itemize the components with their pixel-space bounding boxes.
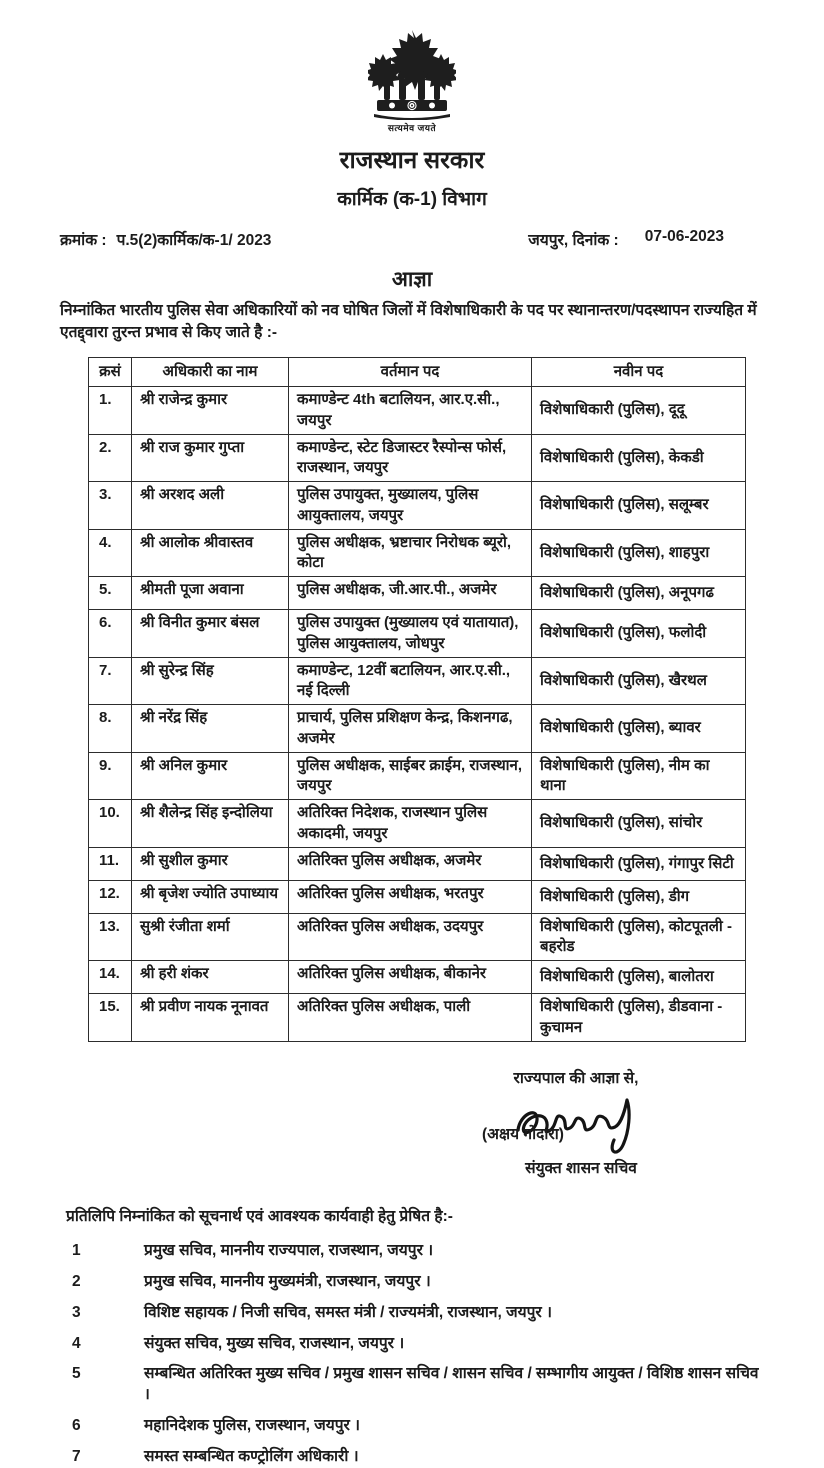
table-row [89, 577, 746, 610]
row-officer-name: श्री राजेन्द्र कुमार [132, 387, 289, 435]
row-new-post: विशेषाधिकारी (पुलिस), फलोदी [532, 610, 746, 658]
row-current-post: प्राचार्य, पुलिस प्रशिक्षण केन्द्र, किशनगढ, अजमेर [289, 705, 532, 753]
row-officer-name: श्री राज कुमार गुप्ता [132, 434, 289, 482]
government-title: राजस्थान सरकार [339, 147, 485, 174]
emblem-wrap [60, 28, 764, 120]
order-intro-paragraph: निम्नांकित भारतीय पुलिस सेवा अधिकारियों को नव घोषित जिलों में विशेषाधिकारी के पद पर स्थानान्तरण/पदस्थापन राज्यहित में एतद्द्वारा तुरन्त प्रभाव से किए जाते है :- [60, 302, 757, 341]
row-new-post: विशेषाधिकारी (पुलिस), अनूपगढ [532, 577, 746, 610]
table-row [89, 387, 746, 435]
table-row [89, 994, 746, 1042]
row-sno: 8. [89, 705, 132, 753]
row-current-post: पुलिस अधीक्षक, भ्रष्टाचार निरोधक ब्यूरो, कोटा [289, 529, 532, 577]
list-item [72, 1241, 764, 1262]
col-header-current-post: वर्तमान पद [289, 358, 532, 387]
row-new-post: विशेषाधिकारी (पुलिस), कोटपूतली - बहरोड [532, 913, 746, 961]
table-row [89, 529, 746, 577]
row-new-post: विशेषाधिकारी (पुलिस), सांचोर [532, 800, 746, 848]
row-officer-name: श्री सुरेन्द्र सिंह [132, 657, 289, 705]
item-text: सम्बन्धित अतिरिक्त मुख्य सचिव / प्रमुख शासन सचिव / शासन सचिव / सम्भागीय आयुक्त / विशिष्ठ शासन सचिव । [144, 1365, 759, 1404]
table-row [89, 913, 746, 961]
item-number: 4 [72, 1334, 81, 1352]
date-value: 07-06-2023 [644, 228, 724, 245]
row-officer-name: श्री अरशद अली [132, 482, 289, 530]
item-number: 6 [72, 1417, 81, 1435]
row-sno: 1. [89, 387, 132, 435]
table-row [89, 961, 746, 994]
row-new-post: विशेषाधिकारी (पुलिस), डीडवाना - कुचामन [532, 994, 746, 1042]
masthead [60, 28, 764, 211]
row-current-post: अतिरिक्त पुलिस अधीक्षक, अजमेर [289, 847, 532, 880]
row-current-post: पुलिस उपायुक्त, मुख्यालय, पुलिस आयुक्तालय, जयपुर [289, 482, 532, 530]
row-new-post: विशेषाधिकारी (पुलिस), दूदू [532, 387, 746, 435]
row-officer-name: श्री शैलेन्द्र सिंह इन्दोलिया [132, 800, 289, 848]
list-item [72, 1364, 764, 1406]
row-current-post: अतिरिक्त पुलिस अधीक्षक, पाली [289, 994, 532, 1042]
row-sno: 9. [89, 752, 132, 800]
item-text: प्रमुख सचिव, माननीय मुख्यमंत्री, राजस्थान, जयपुर । [144, 1272, 431, 1290]
row-new-post: विशेषाधिकारी (पुलिस), नीम का थाना [532, 752, 746, 800]
item-number: 5 [72, 1365, 81, 1383]
item-number: 7 [72, 1448, 81, 1466]
list-item [72, 1416, 764, 1437]
row-current-post: पुलिस अधीक्षक, साईबर क्राईम, राजस्थान, जयपुर [289, 752, 532, 800]
row-current-post: कमाण्डेन्ट 4th बटालियन, आर.ए.सी., जयपुर [289, 387, 532, 435]
row-new-post: विशेषाधिकारी (पुलिस), केकडी [532, 434, 746, 482]
table-row [89, 657, 746, 705]
row-current-post: अतिरिक्त पुलिस अधीक्षक, भरतपुर [289, 880, 532, 913]
row-new-post: विशेषाधिकारी (पुलिस), खैरथल [532, 657, 746, 705]
row-officer-name: श्री आलोक श्रीवास्तव [132, 529, 289, 577]
list-item [72, 1334, 764, 1355]
row-officer-name: सुश्री रंजीता शर्मा [132, 913, 289, 961]
col-header-new-post: नवीन पद [532, 358, 746, 387]
table-row [89, 880, 746, 913]
list-item [72, 1272, 764, 1293]
item-text: संयुक्त सचिव, मुख्य सचिव, राजस्थान, जयपुर । [144, 1334, 405, 1352]
by-order-text: राज्यपाल की आज्ञा से, [513, 1069, 639, 1087]
list-item [72, 1303, 764, 1324]
row-officer-name: श्री नरेंद्र सिंह [132, 705, 289, 753]
table-row [89, 610, 746, 658]
row-sno: 15. [89, 994, 132, 1042]
place-date [528, 228, 724, 250]
signatory-designation: संयुक्त शासन सचिव [525, 1159, 637, 1177]
reference-number [60, 228, 271, 250]
item-text: प्रमुख सचिव, माननीय राज्यपाल, राजस्थान, जयपुर । [144, 1241, 434, 1259]
row-current-post: अतिरिक्त पुलिस अधीक्षक, बीकानेर [289, 961, 532, 994]
item-text: विशिष्ट सहायक / निजी सचिव, समस्त मंत्री / राज्यमंत्री, राजस्थान, जयपुर । [144, 1303, 552, 1321]
row-new-post: विशेषाधिकारी (पुलिस), ब्यावर [532, 705, 746, 753]
row-officer-name: श्री हरी शंकर [132, 961, 289, 994]
row-current-post: कमाण्डेन्ट, 12वीं बटालियन, आर.ए.सी., नई दिल्ली [289, 657, 532, 705]
list-item [72, 1447, 764, 1468]
row-officer-name: श्री विनीत कुमार बंसल [132, 610, 289, 658]
row-officer-name: श्री बृजेश ज्योति उपाध्याय [132, 880, 289, 913]
row-sno: 4. [89, 529, 132, 577]
row-current-post: पुलिस उपायुक्त (मुख्यालय एवं यातायात), पुलिस आयुक्तालय, जोधपुर [289, 610, 532, 658]
table-header-row [89, 358, 746, 387]
table-row [89, 800, 746, 848]
col-header-sno: क्रसं [89, 358, 132, 387]
row-sno: 5. [89, 577, 132, 610]
table-row [89, 705, 746, 753]
reference-line [60, 228, 764, 250]
row-sno: 10. [89, 800, 132, 848]
department-title: कार्मिक (क-1) विभाग [337, 189, 487, 210]
distribution-section [60, 1204, 764, 1468]
emblem-motto: सत्यमेव जयते [387, 123, 437, 133]
order-title: आज्ञा [391, 268, 433, 291]
row-sno: 7. [89, 657, 132, 705]
row-current-post: अतिरिक्त पुलिस अधीक्षक, उदयपुर [289, 913, 532, 961]
row-sno: 13. [89, 913, 132, 961]
row-sno: 3. [89, 482, 132, 530]
transfer-table [88, 357, 746, 1042]
place-date-label: जयपुर, दिनांक : [528, 232, 619, 249]
item-number: 3 [72, 1303, 81, 1321]
signature-block [456, 1066, 706, 1178]
row-new-post: विशेषाधिकारी (पुलिस), सलूम्बर [532, 482, 746, 530]
row-sno: 6. [89, 610, 132, 658]
row-current-post: अतिरिक्त निदेशक, राजस्थान पुलिस अकादमी, जयपुर [289, 800, 532, 848]
row-sno: 11. [89, 847, 132, 880]
distribution-list [60, 1241, 764, 1468]
item-text: समस्त सम्बन्धित कण्ट्रोलिंग अधिकारी । [144, 1448, 359, 1466]
row-current-post: कमाण्डेन्ट, स्टेट डिजास्टर रैस्पोन्स फोर्स, राजस्थान, जयपुर [289, 434, 532, 482]
col-header-name: अधिकारी का नाम [132, 358, 289, 387]
row-officer-name: श्री प्रवीण नायक नूनावत [132, 994, 289, 1042]
distribution-heading: प्रतिलिपि निम्नांकित को सूचनार्थ एवं आवश्यक कार्यवाही हेतु प्रेषित है:- [66, 1207, 453, 1225]
item-text: महानिदेशक पुलिस, राजस्थान, जयपुर । [144, 1417, 361, 1435]
row-sno: 12. [89, 880, 132, 913]
reference-number-value: प.5(2)कार्मिक/क-1/ 2023 [116, 232, 272, 249]
table-row [89, 847, 746, 880]
table-row [89, 752, 746, 800]
row-current-post: पुलिस अधीक्षक, जी.आर.पी., अजमेर [289, 577, 532, 610]
signatory-name: (अक्षय गोदारा) [482, 1125, 564, 1143]
row-officer-name: श्रीमती पूजा अवाना [132, 577, 289, 610]
row-new-post: विशेषाधिकारी (पुलिस), गंगापुर सिटी [532, 847, 746, 880]
row-new-post: विशेषाधिकारी (पुलिस), डीग [532, 880, 746, 913]
row-sno: 14. [89, 961, 132, 994]
table-row [89, 482, 746, 530]
row-new-post: विशेषाधिकारी (पुलिस), शाहपुरा [532, 529, 746, 577]
row-officer-name: श्री सुशील कुमार [132, 847, 289, 880]
reference-number-label: क्रमांक : [60, 232, 107, 249]
ashoka-emblem-icon [368, 28, 456, 120]
item-number: 1 [72, 1241, 81, 1259]
table-row [89, 434, 746, 482]
row-officer-name: श्री अनिल कुमार [132, 752, 289, 800]
row-sno: 2. [89, 434, 132, 482]
item-number: 2 [72, 1272, 81, 1290]
row-new-post: विशेषाधिकारी (पुलिस), बालोतरा [532, 961, 746, 994]
